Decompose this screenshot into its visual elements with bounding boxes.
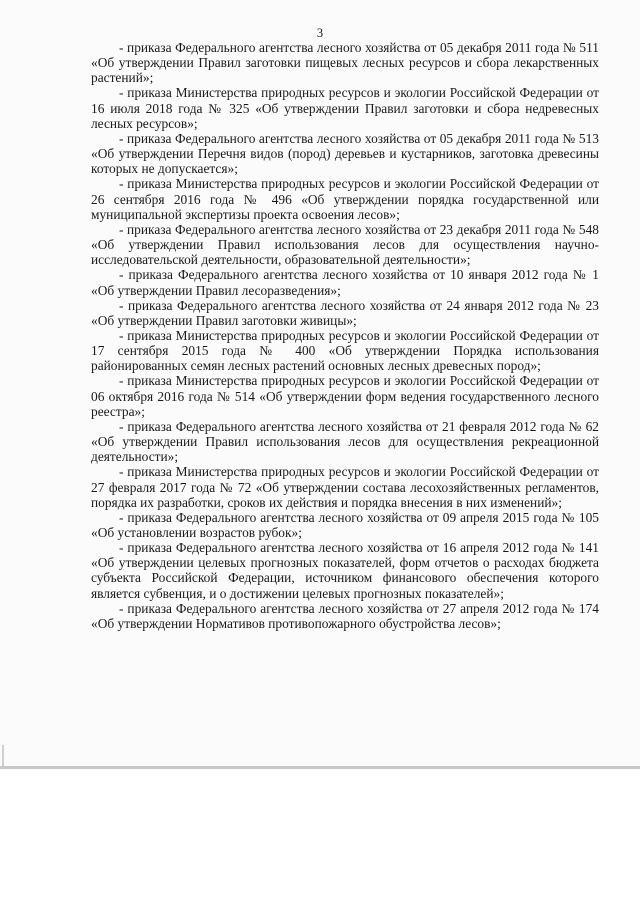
list-item: - приказа Министерства природных ресурсов и экологии Российской Федерации от 27 февраля 2017 года № 72 «Об утверждении состава лесохозяйственных регламентов, порядка их разработки, сроков их действия и порядка внесения в них изменений»;: [91, 464, 599, 510]
list-item: - приказа Федерального агентства лесного хозяйства от 05 декабря 2011 года № 511 «Об утверждении Правил заготовки пищевых лесных ресурсов и сбора лекарственных растений»;: [91, 40, 599, 86]
list-item: - приказа Министерства природных ресурсов и экологии Российской Федерации от 06 октября 2016 года № 514 «Об утверждении форм ведения государственного лесного реестра»;: [91, 373, 599, 419]
list-item: - приказа Министерства природных ресурсов и экологии Российской Федерации от 26 сентября 2016 года № 496 «Об утверждении порядка государственной или муниципальной экспертизы проекта освоения лесов»;: [91, 176, 599, 222]
list-item: - приказа Федерального агентства лесного хозяйства от 10 января 2012 года № 1 «Об утверждении Правил лесоразведения»;: [91, 267, 599, 298]
list-item: - приказа Федерального агентства лесного хозяйства от 23 декабря 2011 года № 548 «Об утверждении Правил использования лесов для осуществления научно-исследовательской деятельности, образовательной деятельности»;: [91, 221, 599, 268]
document-body: [91, 40, 599, 631]
page-number: 3: [316, 26, 324, 40]
list-item: - приказа Федерального агентства лесного хозяйства от 21 февраля 2012 года № 62 «Об утверждении Правил использования лесов для осуществления рекреационной деятельности»;: [91, 418, 599, 465]
list-item: - приказа Федерального агентства лесного хозяйства от 16 апреля 2012 года № 141 «Об утверждении целевых прогнозных показателей, форм отчетов о расходах бюджета субъекта Российской Федерации, источником финансового обеспечения которого является субвенция, и о достижении целевых прогнозных показателей»;: [91, 540, 599, 601]
scan-bottom-edge: [0, 766, 640, 769]
scan-fold-mark: [2, 745, 4, 767]
list-item: - приказа Федерального агентства лесного хозяйства от 05 декабря 2011 года № 513 «Об утверждении Перечня видов (пород) деревьев и кустарников, заготовка древесины которых не допускается»;: [91, 130, 599, 177]
list-item: - приказа Министерства природных ресурсов и экологии Российской Федерации от 17 сентября 2015 года № 400 «Об утверждении Порядка использования районированных семян лесных растений основных лесных древесных пород»;: [91, 327, 599, 374]
list-item: - приказа Федерального агентства лесного хозяйства от 27 апреля 2012 года № 174 «Об утверждении Нормативов противопожарного обустройства лесов»;: [91, 600, 599, 631]
list-item: - приказа Федерального агентства лесного хозяйства от 09 апреля 2015 года № 105 «Об установлении возрастов рубок»;: [91, 509, 599, 540]
list-item: - приказа Министерства природных ресурсов и экологии Российской Федерации от 16 июля 2018 года № 325 «Об утверждении Правил заготовки и сбора недревесных лесных ресурсов»;: [91, 85, 599, 131]
list-item: - приказа Федерального агентства лесного хозяйства от 24 января 2012 года № 23 «Об утверждении Правил заготовки живицы»;: [91, 297, 599, 328]
